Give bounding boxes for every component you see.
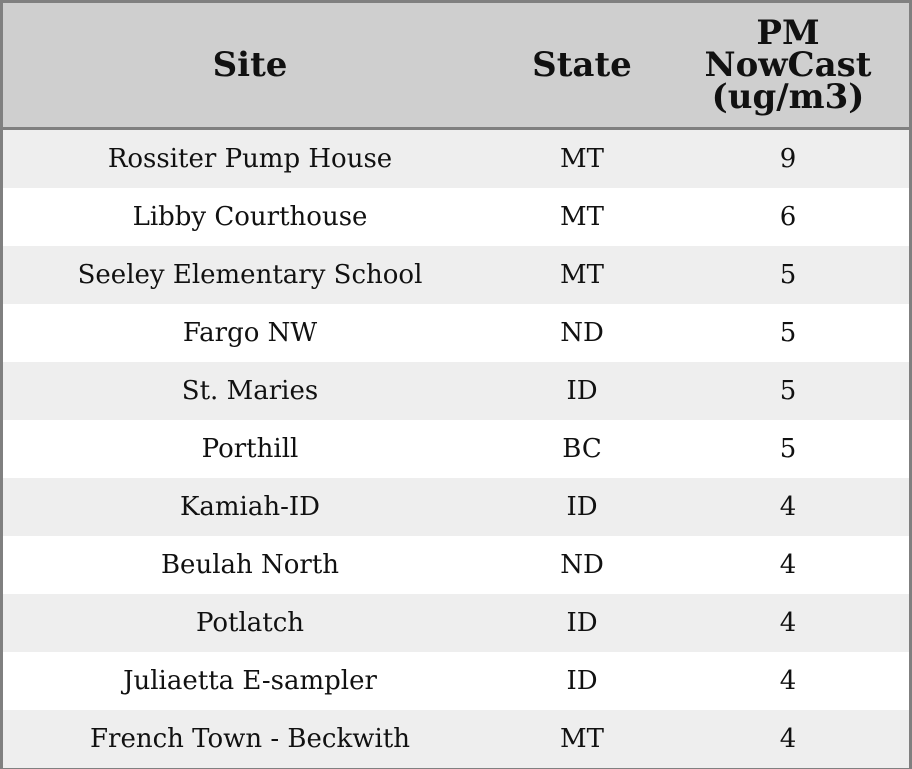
site-cell: Porthill (3, 420, 497, 478)
site-cell: Fargo NW (3, 304, 497, 362)
table-row (3, 420, 909, 478)
state-cell: MT (497, 188, 667, 246)
state-cell: MT (497, 129, 667, 189)
site-cell: Potlatch (3, 594, 497, 652)
site-cell: Seeley Elementary School (3, 246, 497, 304)
site-cell: Beulah North (3, 536, 497, 594)
header-pm-line-1: PM (756, 13, 820, 53)
table-row (3, 478, 909, 536)
header-row (3, 3, 909, 129)
state-cell: ND (497, 536, 667, 594)
pm-value-cell: 5 (667, 362, 909, 420)
table-row (3, 362, 909, 420)
table-row (3, 536, 909, 594)
pm-value-cell: 5 (667, 304, 909, 362)
state-cell: ND (497, 304, 667, 362)
state-cell: ID (497, 652, 667, 710)
table-row (3, 246, 909, 304)
state-cell: ID (497, 362, 667, 420)
pm-nowcast-table (3, 3, 909, 768)
site-cell: Libby Courthouse (3, 188, 497, 246)
table-row (3, 652, 909, 710)
pm-value-cell: 5 (667, 246, 909, 304)
header-site (3, 3, 497, 129)
header-pm-nowcast (667, 3, 909, 129)
header-site-text: Site (212, 45, 288, 85)
state-cell: MT (497, 710, 667, 768)
pm-value-cell: 4 (667, 594, 909, 652)
pm-value-cell: 4 (667, 478, 909, 536)
table-body (3, 129, 909, 769)
state-cell: MT (497, 246, 667, 304)
site-cell: St. Maries (3, 362, 497, 420)
table-row (3, 710, 909, 768)
site-cell: Rossiter Pump House (3, 129, 497, 189)
site-cell: Juliaetta E-sampler (3, 652, 497, 710)
state-cell: BC (497, 420, 667, 478)
pm-value-cell: 6 (667, 188, 909, 246)
pm-value-cell: 5 (667, 420, 909, 478)
pm-value-cell: 9 (667, 129, 909, 189)
site-cell: Kamiah-ID (3, 478, 497, 536)
table-row (3, 188, 909, 246)
table-row (3, 594, 909, 652)
site-cell: French Town - Beckwith (3, 710, 497, 768)
table-row (3, 304, 909, 362)
state-cell: ID (497, 594, 667, 652)
pm-value-cell: 4 (667, 652, 909, 710)
header-pm-line-3: (ug/m3) (711, 77, 865, 117)
header-state (497, 3, 667, 129)
pm-value-cell: 4 (667, 710, 909, 768)
table-row (3, 129, 909, 189)
header-state-text: State (532, 45, 632, 85)
pm-value-cell: 4 (667, 536, 909, 594)
header-pm-line-2: NowCast (704, 45, 872, 85)
state-cell: ID (497, 478, 667, 536)
